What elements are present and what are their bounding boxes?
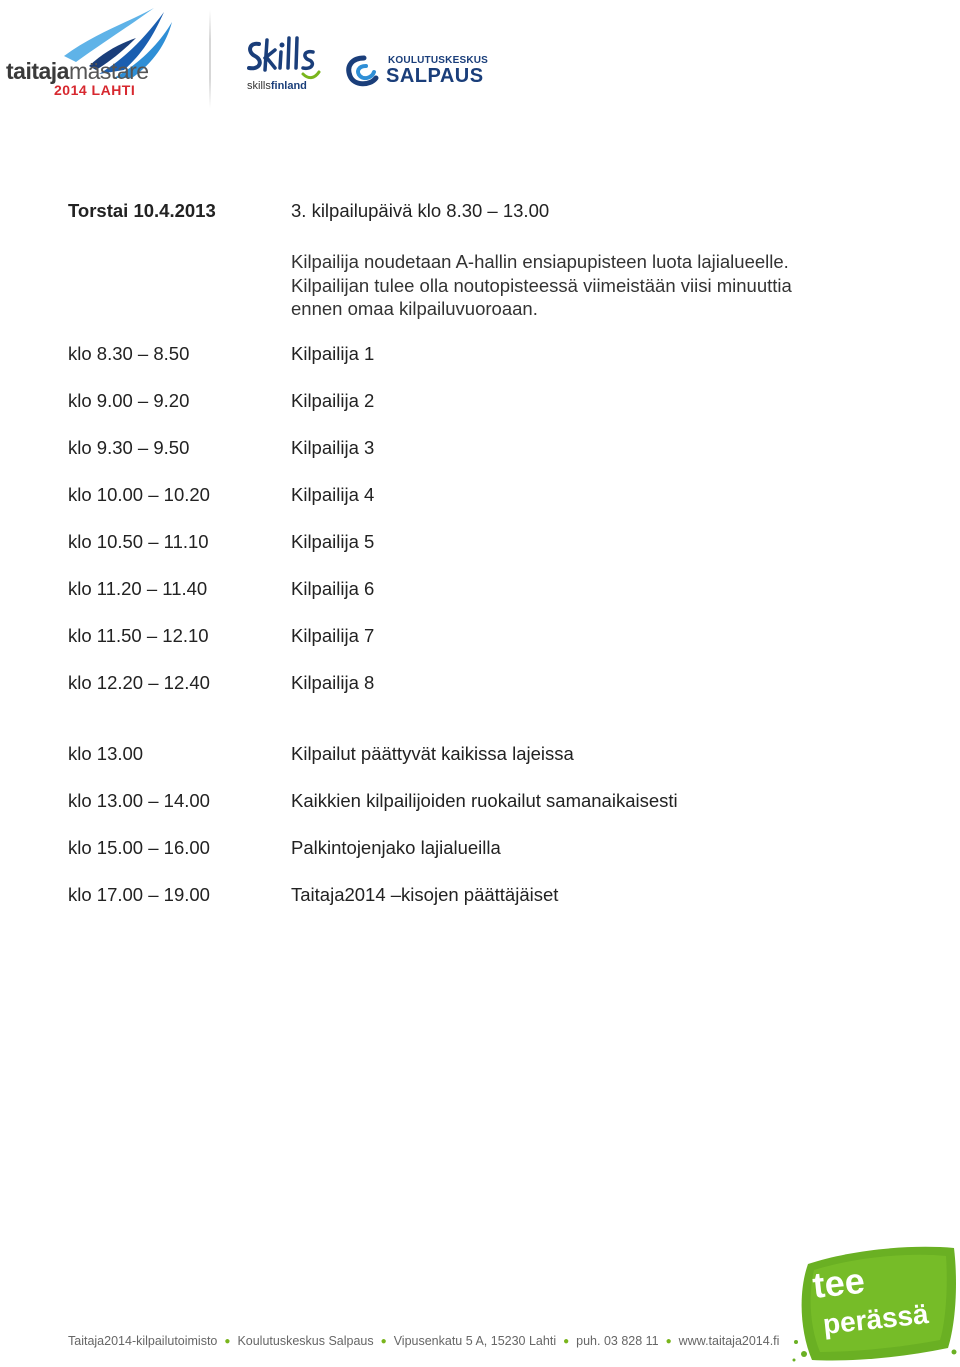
logo-skills-thin: skills	[247, 80, 271, 92]
logo-taitaja-thin: mästare	[68, 58, 149, 84]
badge-line2: perässä	[821, 1298, 930, 1340]
schedule-time: klo 11.50 – 12.10	[68, 625, 209, 646]
logo-skills-bold: finland	[270, 80, 307, 92]
logo-taitaja-bold: taitaja	[6, 58, 69, 84]
salpaus-logo	[344, 52, 489, 92]
schedule-time: klo 8.30 – 8.50	[68, 343, 190, 364]
bullet-icon: ●	[665, 1336, 672, 1347]
schedule-time: klo 11.20 – 11.40	[68, 578, 208, 599]
schedule-contestant: Kilpailija 6	[291, 578, 375, 599]
event-text: Kaikkien kilpailijoiden ruokailut samanaikaisesti	[291, 790, 678, 811]
schedule-contestant: Kilpailija 7	[291, 625, 375, 646]
event-text: Kilpailut päättyvät kaikissa lajeissa	[291, 743, 574, 764]
skills-script-logo-icon	[243, 36, 323, 82]
schedule-contestant: Kilpailija 8	[291, 672, 375, 693]
intro-paragraph	[291, 250, 891, 321]
header-divider	[209, 10, 211, 108]
footer-organization: Koulutuskeskus Salpaus	[237, 1334, 374, 1348]
schedule-time: klo 12.20 – 12.40	[68, 672, 210, 693]
footer-phone: puh. 03 828 11	[576, 1334, 659, 1348]
skills-finland-logo	[243, 36, 323, 100]
day-title: 3. kilpailupäivä klo 8.30 – 13.00	[291, 200, 550, 221]
event-text: Palkintojenjako lajialueilla	[291, 837, 501, 858]
event-time: klo 15.00 – 16.00	[68, 837, 210, 858]
footer-office: Taitaja2014-kilpailutoimisto	[68, 1334, 218, 1348]
footer	[68, 1334, 779, 1348]
logo-year: 2014 LAHTI	[54, 82, 136, 98]
footer-address: Vipusenkatu 5 A, 15230 Lahti	[393, 1334, 557, 1348]
salpaus-mark-icon	[344, 54, 384, 90]
event-time: klo 13.00	[68, 743, 144, 764]
schedule-time: klo 9.00 – 9.20	[68, 390, 190, 411]
schedule-contestant: Kilpailija 1	[291, 343, 375, 364]
intro-line: Kilpailija noudetaan A-hallin ensiapupisteen luota lajialueelle.	[291, 251, 789, 272]
intro-line: ennen omaa kilpailuvuoroaan.	[291, 298, 538, 319]
badge-line1: tee	[810, 1259, 867, 1306]
logo-salpaus-main: SALPAUS	[386, 65, 484, 87]
schedule-contestant: Kilpailija 2	[291, 390, 375, 411]
schedule-time: klo 10.00 – 10.20	[68, 484, 210, 505]
intro-line: Kilpailijan tulee olla noutopisteessä viimeistään viisi minuuttia	[291, 274, 792, 296]
schedule-contestant: Kilpailija 4	[291, 484, 375, 505]
taitajamastare-logo	[4, 4, 204, 104]
bullet-icon: ●	[380, 1336, 387, 1347]
schedule-time: klo 9.30 – 9.50	[68, 437, 190, 458]
schedule-contestant: Kilpailija 3	[291, 437, 375, 458]
event-time: klo 17.00 – 19.00	[68, 884, 210, 905]
tee-perassa-badge	[790, 1242, 960, 1367]
footer-website: www.taitaja2014.fi	[678, 1334, 780, 1348]
logo-salpaus-top: KOULUTUSKESKUS	[388, 55, 489, 66]
header	[0, 0, 960, 120]
bullet-icon: ●	[563, 1336, 570, 1347]
schedule-contestant: Kilpailija 5	[291, 531, 375, 552]
schedule-time: klo 10.50 – 11.10	[68, 531, 209, 552]
bullet-icon: ●	[224, 1336, 231, 1347]
day-date: Torstai 10.4.2013	[68, 200, 216, 221]
event-time: klo 13.00 – 14.00	[68, 790, 210, 811]
event-text: Taitaja2014 –kisojen päättäjäiset	[291, 884, 559, 905]
